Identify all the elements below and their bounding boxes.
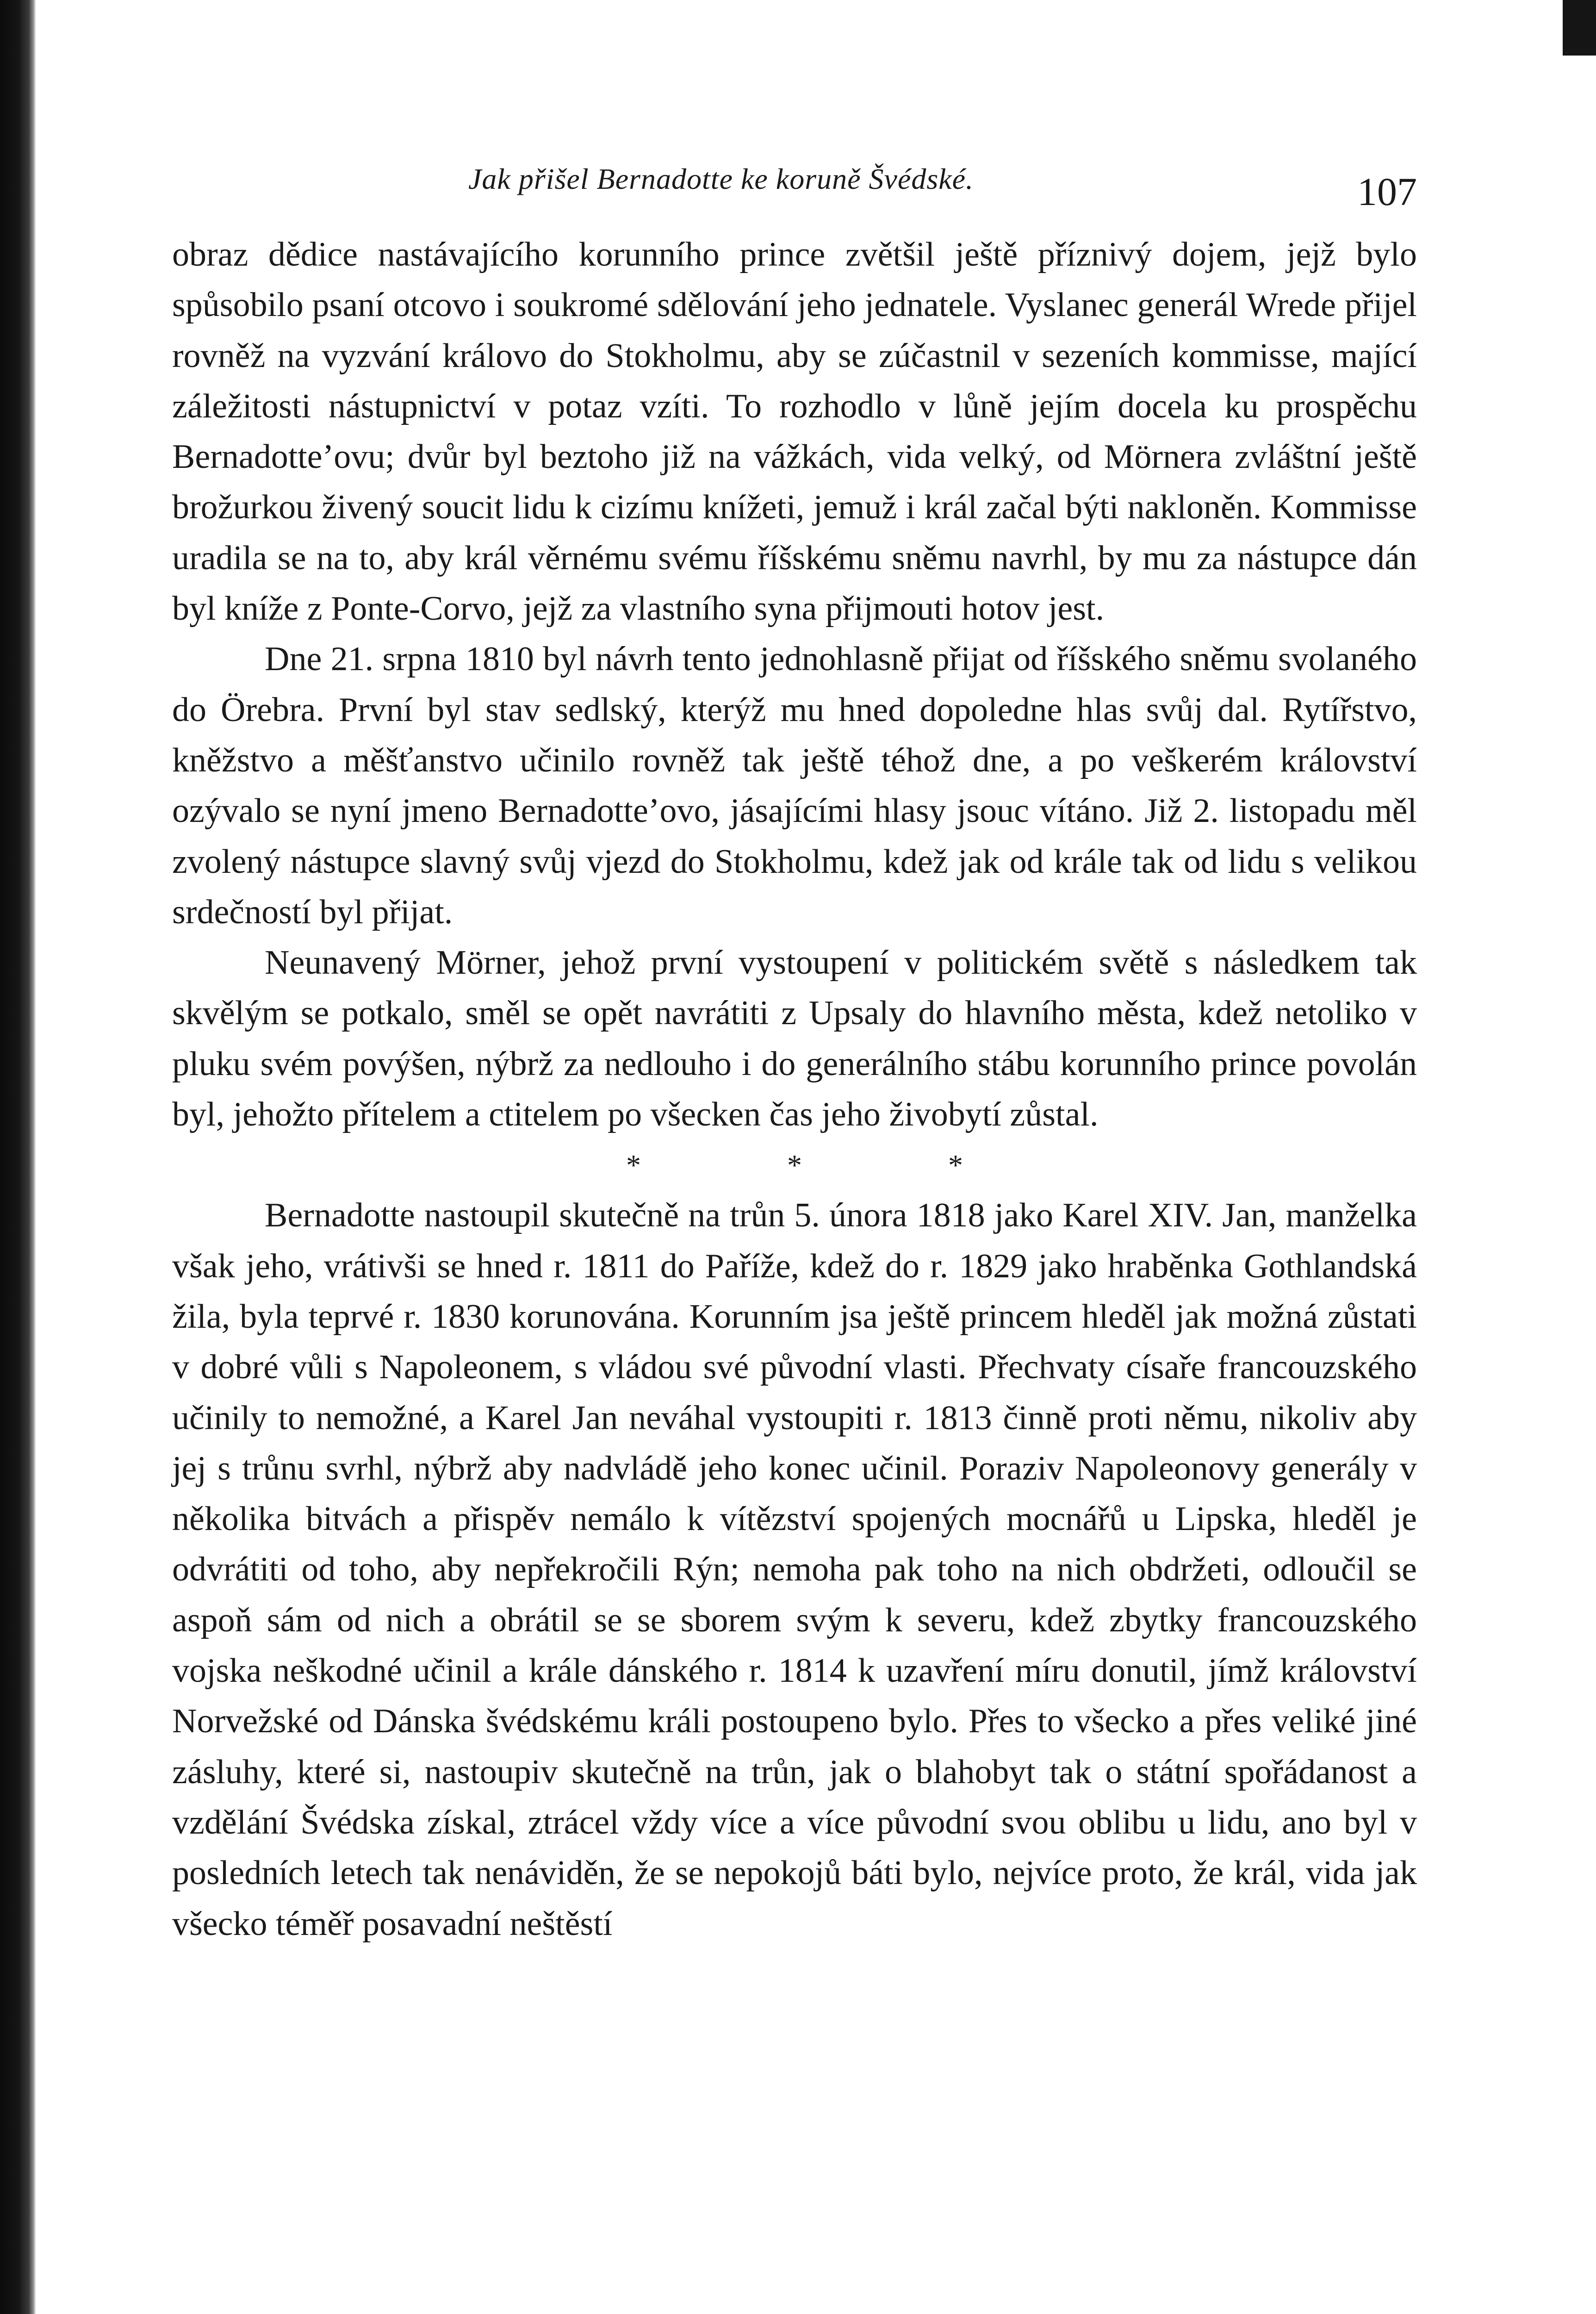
running-title: Jak přišel Bernadotte ke koruně Švédské. [468,162,974,195]
book-page [172,162,1417,1949]
paragraph: Neunavený Mörner, jehož první vystoupení v politickém světě s následkem tak skvělým se potkalo, směl se opět navrátiti z Upsaly do hlavního města, kdež netoliko v pluku svém povýšen, nýbrž za nedlouho i do generálního stábu korunního prince povolán byl, jehožto přítelem a ctitelem po všecken čas jeho živobytí zůstal. [172,944,1417,1134]
page-number: 107 [1357,169,1417,214]
paragraph-continued: obraz dědice nastávajícího korunního prince zvětšil ještě příznivý dojem, jejž bylo spůsobilo psaní otcovo i soukromé sdělování jeho jednatele. Vyslanec generál Wrede přijel rovněž na vyzvání královo do Stokholmu, aby se zúčastnil v sezeních kommisse, mající záležitosti nástupnictví v potaz vzíti. To rozhodlo v lůně jejím docela ku prospěchu Bernadotte’ovu; dvůr byl beztoho již na vážkách, vida velký, od Mörnera zvláštní ještě brožurkou živený soucit lidu k cizímu knížeti, jemuž i král začal býti nakloněn. Kommisse uradila se na to, aby král věrnému svému říšskému sněmu navrhl, by mu za nástupce dán byl kníže z Ponte-Corvo, jejž za vlastního syna přijmouti hotov jest. [172,236,1417,628]
body-text [172,230,1417,1949]
paragraph: Dne 21. srpna 1810 byl návrh tento jednohlasně přijat od říšského sněmu svolaného do Örebra. První byl stav sedlský, kterýž mu hned dopoledne hlas svůj dal. Rytířstvo, kněžstvo a měšťanstvo učinilo rovněž tak ještě téhož dne, a po veškerém království ozývalo se nyní jmeno Bernadotte’ovo, jásajícími hlasy jsouc vítáno. Již 2. listopadu měl zvolený nástupce slavný svůj vjezd do Stokholmu, kdež jak od krále tak od lidu s velikou srdečností byl přijat. [172,640,1417,931]
paragraph: Bernadotte nastoupil skutečně na trůn 5. února 1818 jako Karel XIV. Jan, manželka však jeho, vrátivši se hned r. 1811 do Paříže, kdež do r. 1829 jako hraběnka Gothlandská žila, byla teprvé r. 1830 korunována. Korunním jsa ještě princem hleděl jak možná zůstati v dobré vůli s Napoleonem, s vládou své původní vlasti. Přechvaty císaře francouzského učinily to nemožné, a Karel Jan neváhal vystoupiti r. 1813 činně proti němu, nikoliv aby jej s trůnu svrhl, nýbrž aby nadvládě jeho konec učinil. Poraziv Napoleonovy generály v několika bitvách a přispěv nemálo k vítězství spojených mocnářů u Lipska, hleděl je odvrátiti od toho, aby nepřekročili Rýn; nemoha pak toho na nich obdržeti, odloučil se aspoň sám od nich a obrátil se se sborem svým k severu, kdež zbytky francouzského vojska neškodné učinil a krále dánského r. 1814 k uzavření míru donutil, jímž království Norvežské od Dánska švédskému králi postoupeno bylo. Přes to všecko a přes veliké jiné zásluhy, které si, nastoupiv skutečně na trůn, jak o blahobyt tak o státní spořádanost a vzdělání Švédska získal, ztrácel vždy více a více původní svou oblibu u lidu, ano byl v posledních letech tak nenáviděn, že se nepokojů báti bylo, nejvíce proto, že král, vida jak všecko téměř posavadní neštěstí [172,1196,1417,1943]
scan-corner-mark [1563,0,1596,56]
running-header [172,162,1417,222]
scan-binding-edge [0,0,36,2314]
section-break-asterisks: * * * [626,1149,1032,1182]
